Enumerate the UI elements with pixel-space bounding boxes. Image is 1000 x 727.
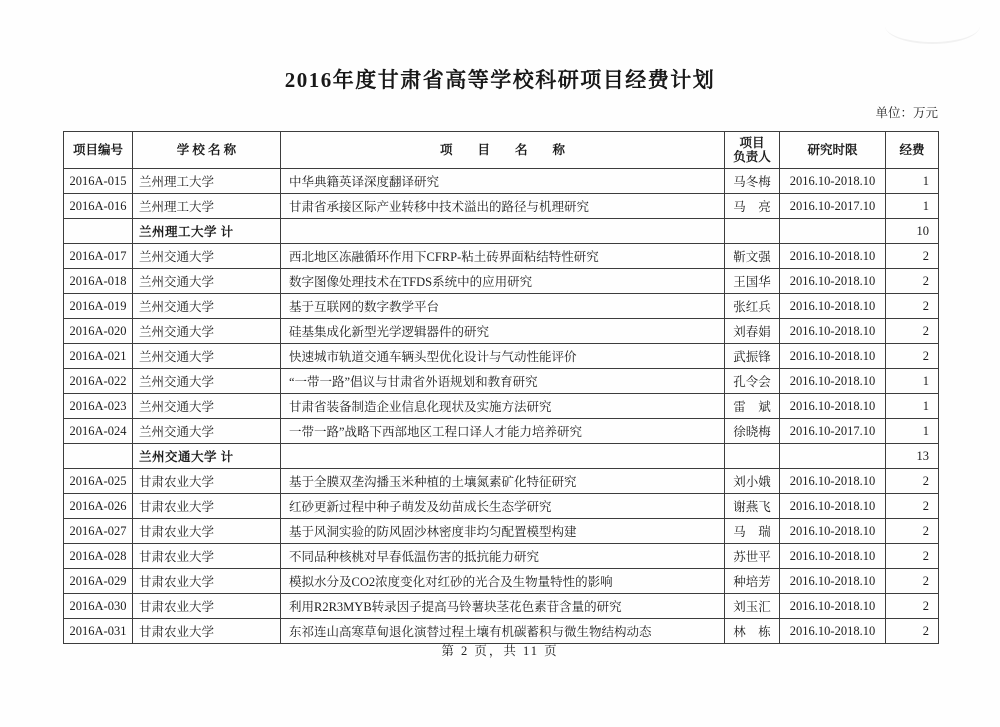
cell-leader — [725, 444, 780, 469]
cell-project-code: 2016A-025 — [64, 469, 133, 494]
cell-period: 2016.10-2018.10 — [780, 244, 886, 269]
table-row — [64, 594, 939, 619]
cell-leader: 张红兵 — [725, 294, 780, 319]
cell-period: 2016.10-2018.10 — [780, 619, 886, 644]
header-project-code: 项目编号 — [64, 132, 133, 169]
cell-period: 2016.10-2017.10 — [780, 419, 886, 444]
cell-fee: 2 — [886, 569, 939, 594]
cell-project-name — [281, 219, 725, 244]
cell-project-code: 2016A-015 — [64, 169, 133, 194]
cell-leader: 马 亮 — [725, 194, 780, 219]
subtotal-row — [64, 219, 939, 244]
cell-project-name: 基于互联网的数字教学平台 — [281, 294, 725, 319]
cell-project-name: 甘肃省承接区际产业转移中技术溢出的路径与机理研究 — [281, 194, 725, 219]
cell-project-code: 2016A-018 — [64, 269, 133, 294]
cell-fee: 10 — [886, 219, 939, 244]
cell-period: 2016.10-2018.10 — [780, 544, 886, 569]
cell-leader: 种培芳 — [725, 569, 780, 594]
cell-period: 2016.10-2018.10 — [780, 569, 886, 594]
cell-fee: 1 — [886, 369, 939, 394]
cell-project-name: 红砂更新过程中种子萌发及幼苗成长生态学研究 — [281, 494, 725, 519]
cell-school-name: 甘肃农业大学 — [133, 494, 281, 519]
cell-project-name: 甘肃省装备制造企业信息化现状及实施方法研究 — [281, 394, 725, 419]
cell-fee: 13 — [886, 444, 939, 469]
cell-project-code: 2016A-021 — [64, 344, 133, 369]
header-fee: 经费 — [886, 132, 939, 169]
cell-leader: 苏世平 — [725, 544, 780, 569]
cell-leader: 雷 斌 — [725, 394, 780, 419]
table-row — [64, 319, 939, 344]
cell-period: 2016.10-2018.10 — [780, 269, 886, 294]
cell-school-name: 甘肃农业大学 — [133, 519, 281, 544]
cell-project-code: 2016A-029 — [64, 569, 133, 594]
cell-period: 2016.10-2017.10 — [780, 194, 886, 219]
cell-project-code: 2016A-028 — [64, 544, 133, 569]
header-row — [64, 132, 939, 169]
cell-school-name: 兰州交通大学 — [133, 394, 281, 419]
table-row — [64, 619, 939, 644]
cell-leader: 武振锋 — [725, 344, 780, 369]
cell-fee: 2 — [886, 544, 939, 569]
table-row — [64, 494, 939, 519]
cell-period: 2016.10-2018.10 — [780, 494, 886, 519]
cell-fee: 1 — [886, 194, 939, 219]
cell-school-name: 兰州理工大学 — [133, 169, 281, 194]
cell-project-code: 2016A-031 — [64, 619, 133, 644]
cell-project-name: 模拟水分及CO2浓度变化对红砂的光合及生物量特性的影响 — [281, 569, 725, 594]
cell-school-name: 兰州交通大学 — [133, 419, 281, 444]
page-number-footer: 第 2 页，共 11 页 — [441, 644, 559, 658]
cell-project-code — [64, 444, 133, 469]
cell-school-name: 兰州交通大学 — [133, 344, 281, 369]
cell-school-name: 兰州交通大学 计 — [133, 444, 281, 469]
cell-leader: 谢燕飞 — [725, 494, 780, 519]
cell-project-name: 一带一路”战略下西部地区工程口译人才能力培养研究 — [281, 419, 725, 444]
cell-project-code: 2016A-020 — [64, 319, 133, 344]
table-row — [64, 519, 939, 544]
cell-period: 2016.10-2018.10 — [780, 369, 886, 394]
cell-project-code: 2016A-024 — [64, 419, 133, 444]
cell-period: 2016.10-2018.10 — [780, 469, 886, 494]
table-row — [64, 244, 939, 269]
cell-project-name: “一带一路”倡议与甘肃省外语规划和教育研究 — [281, 369, 725, 394]
cell-project-name: 硅基集成化新型光学逻辑器件的研究 — [281, 319, 725, 344]
cell-fee: 2 — [886, 619, 939, 644]
header-period: 研究时限 — [780, 132, 886, 169]
cell-fee: 1 — [886, 394, 939, 419]
cell-project-code: 2016A-019 — [64, 294, 133, 319]
cell-project-name: 中华典籍英译深度翻译研究 — [281, 169, 725, 194]
cell-school-name: 甘肃农业大学 — [133, 569, 281, 594]
cell-leader — [725, 219, 780, 244]
cell-project-name: 数字图像处理技术在TFDS系统中的应用研究 — [281, 269, 725, 294]
table-row — [64, 544, 939, 569]
subtotal-row — [64, 444, 939, 469]
cell-school-name: 兰州交通大学 — [133, 294, 281, 319]
cell-school-name: 甘肃农业大学 — [133, 544, 281, 569]
scan-artifact — [885, 8, 980, 44]
cell-project-name: 东祁连山高寒草甸退化演替过程土壤有机碳蓄积与微生物结构动态 — [281, 619, 725, 644]
cell-project-code: 2016A-026 — [64, 494, 133, 519]
cell-period — [780, 444, 886, 469]
cell-leader: 林 栋 — [725, 619, 780, 644]
cell-period: 2016.10-2018.10 — [780, 319, 886, 344]
table-row — [64, 294, 939, 319]
cell-school-name: 兰州理工大学 计 — [133, 219, 281, 244]
header-leader-line1: 项目 — [739, 135, 765, 150]
cell-leader: 王国华 — [725, 269, 780, 294]
unit-note: 单位：万元 — [875, 106, 938, 120]
header-leader — [725, 132, 780, 169]
header-school-name: 学 校 名 称 — [133, 132, 281, 169]
cell-fee: 2 — [886, 494, 939, 519]
cell-leader: 马 瑞 — [725, 519, 780, 544]
table-row — [64, 369, 939, 394]
cell-project-code: 2016A-017 — [64, 244, 133, 269]
cell-project-code: 2016A-022 — [64, 369, 133, 394]
table-row — [64, 169, 939, 194]
cell-project-name: 不同品种核桃对早春低温伤害的抵抗能力研究 — [281, 544, 725, 569]
cell-period: 2016.10-2018.10 — [780, 344, 886, 369]
table-row — [64, 469, 939, 494]
cell-fee: 2 — [886, 519, 939, 544]
cell-leader: 徐晓梅 — [725, 419, 780, 444]
table-row — [64, 194, 939, 219]
cell-project-code: 2016A-016 — [64, 194, 133, 219]
cell-fee: 2 — [886, 269, 939, 294]
cell-school-name: 甘肃农业大学 — [133, 594, 281, 619]
cell-period: 2016.10-2018.10 — [780, 594, 886, 619]
cell-fee: 2 — [886, 294, 939, 319]
cell-project-code — [64, 219, 133, 244]
cell-school-name: 兰州交通大学 — [133, 269, 281, 294]
cell-fee: 1 — [886, 169, 939, 194]
cell-project-code: 2016A-027 — [64, 519, 133, 544]
table-row — [64, 569, 939, 594]
table-body — [64, 169, 939, 644]
cell-fee: 2 — [886, 244, 939, 269]
cell-school-name: 甘肃农业大学 — [133, 619, 281, 644]
table-row — [64, 269, 939, 294]
cell-fee: 1 — [886, 419, 939, 444]
header-leader-line2: 负责人 — [733, 150, 771, 164]
cell-project-code: 2016A-030 — [64, 594, 133, 619]
cell-fee: 2 — [886, 469, 939, 494]
table-row — [64, 344, 939, 369]
cell-project-code: 2016A-023 — [64, 394, 133, 419]
cell-period: 2016.10-2018.10 — [780, 519, 886, 544]
cell-period: 2016.10-2018.10 — [780, 394, 886, 419]
table-row — [64, 419, 939, 444]
cell-project-name: 西北地区冻融循环作用下CFRP-粘土砖界面粘结特性研究 — [281, 244, 725, 269]
cell-leader: 马冬梅 — [725, 169, 780, 194]
cell-project-name: 利用R2R3MYB转录因子提高马铃薯块茎花色素苷含量的研究 — [281, 594, 725, 619]
cell-project-name: 基于全膜双垄沟播玉米种植的土壤氮素矿化特征研究 — [281, 469, 725, 494]
page-title: 2016年度甘肃省高等学校科研项目经费计划 — [284, 68, 716, 92]
cell-school-name: 兰州交通大学 — [133, 369, 281, 394]
cell-project-name — [281, 444, 725, 469]
cell-school-name: 兰州理工大学 — [133, 194, 281, 219]
cell-project-name: 快速城市轨道交通车辆头型优化设计与气动性能评价 — [281, 344, 725, 369]
cell-leader: 刘小娥 — [725, 469, 780, 494]
cell-period: 2016.10-2018.10 — [780, 294, 886, 319]
cell-fee: 2 — [886, 319, 939, 344]
cell-leader: 刘玉汇 — [725, 594, 780, 619]
cell-school-name: 甘肃农业大学 — [133, 469, 281, 494]
cell-school-name: 兰州交通大学 — [133, 319, 281, 344]
table-header — [64, 132, 939, 169]
funding-table — [63, 131, 939, 644]
header-project-name: 项 目 名 称 — [281, 132, 725, 169]
cell-leader: 刘春娟 — [725, 319, 780, 344]
cell-fee: 2 — [886, 344, 939, 369]
cell-period: 2016.10-2018.10 — [780, 169, 886, 194]
table-row — [64, 394, 939, 419]
cell-period — [780, 219, 886, 244]
cell-project-name: 基于风洞实验的防风固沙林密度非均匀配置模型构建 — [281, 519, 725, 544]
cell-leader: 孔令会 — [725, 369, 780, 394]
cell-fee: 2 — [886, 594, 939, 619]
cell-leader: 靳文强 — [725, 244, 780, 269]
cell-school-name: 兰州交通大学 — [133, 244, 281, 269]
